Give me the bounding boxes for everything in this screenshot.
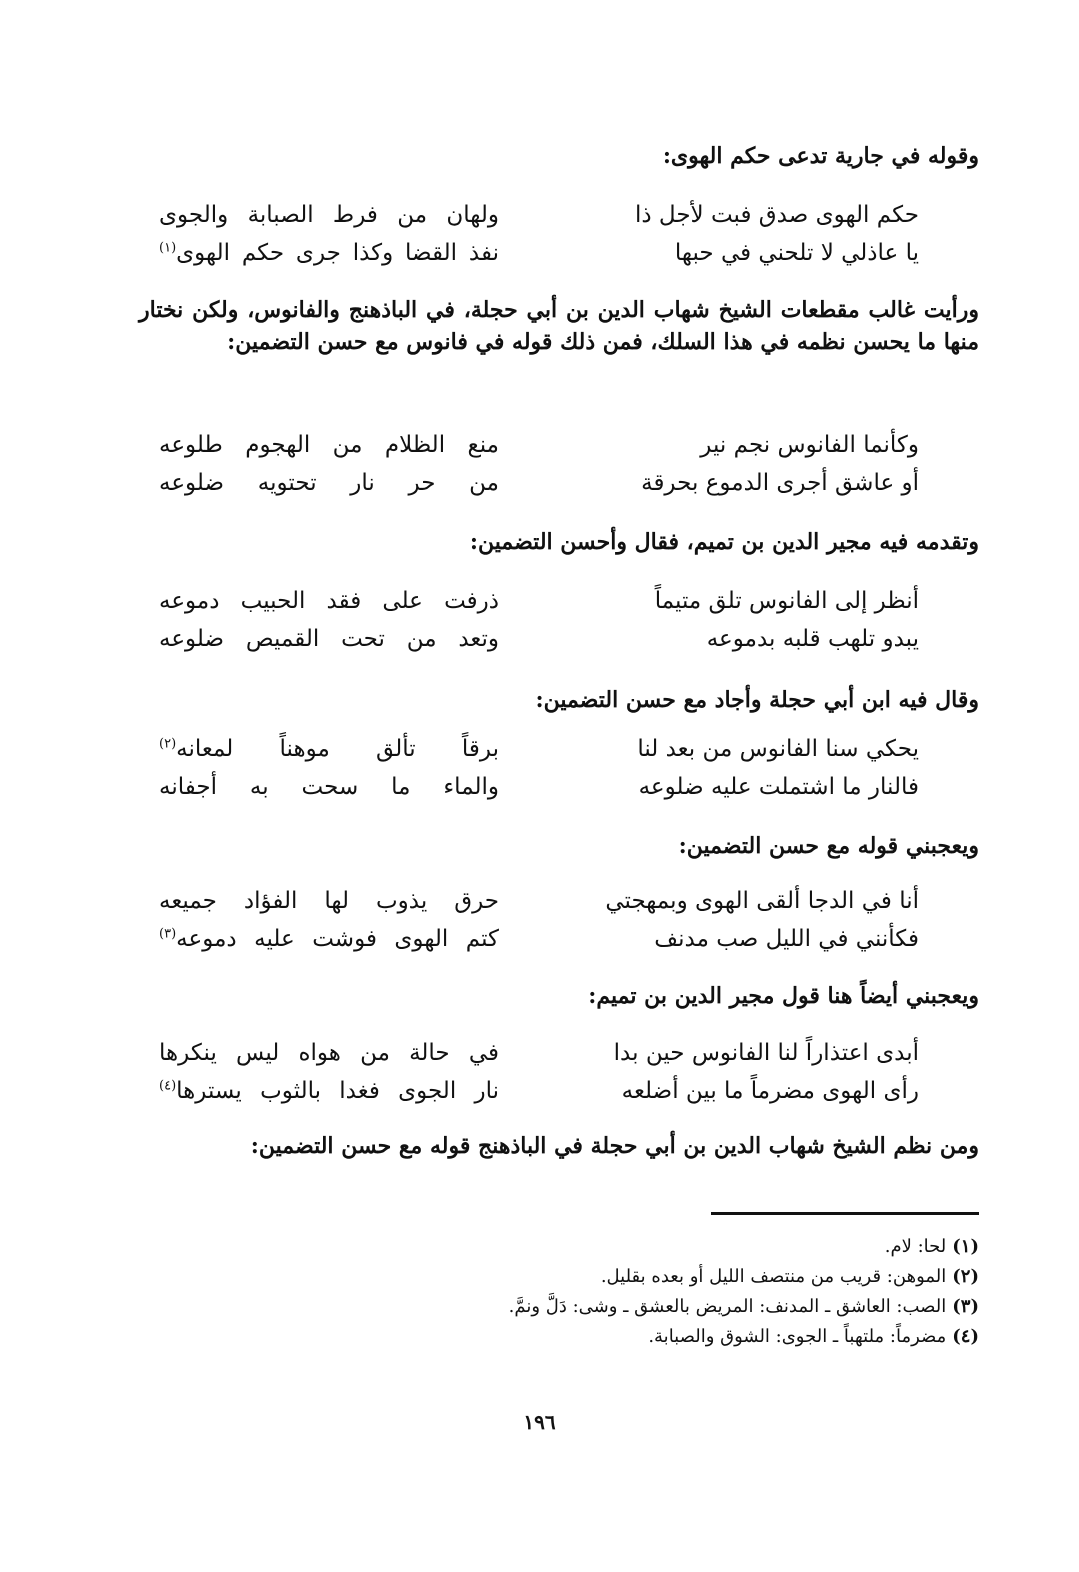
first-hemistich: يا عاذلي لا تلحني في حبها xyxy=(674,240,919,266)
first-hemistich: يبدو تلهب قلبه بدموعه xyxy=(706,626,919,652)
first-hemistich: يحكي سنا الفانوس من بعد لنا xyxy=(637,736,919,762)
footnote-divider xyxy=(711,1212,979,1215)
poem-4-verse-2 xyxy=(159,768,919,806)
poem-2 xyxy=(159,426,919,502)
footnote-marker-3: (٣) xyxy=(159,926,177,942)
poem-1-verse-1 xyxy=(159,196,919,234)
poem-6-verse-2 xyxy=(159,1072,919,1110)
poem-3-verse-2 xyxy=(159,620,919,658)
poem-4 xyxy=(159,730,919,806)
first-hemistich: وكأنما الفانوس نجم نير xyxy=(700,432,919,458)
poem-1 xyxy=(159,196,919,272)
poem-4-verse-1 xyxy=(159,730,919,768)
footnote-number: (٤) xyxy=(952,1326,979,1347)
second-hemistich-wrap xyxy=(159,234,499,272)
poem-2-verse-1 xyxy=(159,426,919,464)
intro-line-6: ويعجبني أيضاً هنا قول مجير الدين بن تميم: xyxy=(588,983,979,1009)
poem-5-verse-1 xyxy=(159,882,919,920)
page-number: ١٩٦ xyxy=(523,1410,556,1434)
footnote-marker-2: (٢) xyxy=(159,736,177,752)
footnotes-list xyxy=(139,1232,979,1352)
second-hemistich: ذرفت على فقد الحبيب دموعه xyxy=(159,588,499,614)
poem-3-verse-1 xyxy=(159,582,919,620)
intro-line-7: ومن نظم الشيخ شهاب الدين بن أبي حجلة في الباذهنج قوله مع حسن التضمين: xyxy=(250,1133,979,1159)
second-hemistich: حرق يذوب لها الفؤاد جميعه xyxy=(159,888,499,914)
first-hemistich: أبدى اعتذاراً لنا الفانوس حين بدا xyxy=(613,1040,919,1066)
second-hemistich-wrap xyxy=(159,730,499,768)
first-hemistich: حكم الهوى صدق فبت لأجل ذا xyxy=(634,202,919,228)
second-hemistich: والماء ما سحت به أجفانه xyxy=(159,774,499,800)
footnote-text: الموهن: قريب من منتصف الليل أو بعده بقليل. xyxy=(600,1266,947,1287)
second-hemistich: نار الجوى فغدا بالثوب يسترها xyxy=(176,1078,499,1104)
first-hemistich: أو عاشق أجرى الدموع بحرقة xyxy=(641,470,919,496)
footnote-item xyxy=(139,1322,979,1352)
poem-6-verse-1 xyxy=(159,1034,919,1072)
second-hemistich: منع الظلام من الهجوم طلوعه xyxy=(159,432,499,458)
footnote-number: (٢) xyxy=(952,1266,979,1287)
second-hemistich: كتم الهوى فوشت عليه دموعه xyxy=(176,926,499,952)
first-hemistich: فكأنني في الليل صب مدنف xyxy=(654,926,919,952)
first-hemistich: أنظر إلى الفانوس تلق متيماً xyxy=(654,588,919,614)
poem-1-verse-2 xyxy=(159,234,919,272)
intro-line-4: وقال فيه ابن أبي حجلة وأجاد مع حسن التضمين: xyxy=(535,687,979,713)
poem-5-verse-2 xyxy=(159,920,919,958)
footnote-text: لحا: لام. xyxy=(884,1236,947,1257)
footnote-text: مضرماً: ملتهباً ـ الجوى: الشوق والصبابة. xyxy=(648,1326,947,1347)
poem-6 xyxy=(159,1034,919,1110)
footnote-number: (١) xyxy=(952,1236,979,1257)
second-hemistich: في حالة من هواه ليس ينكرها xyxy=(159,1040,499,1066)
intro-line-3: وتقدمه فيه مجير الدين بن تميم، فقال وأحسن التضمين: xyxy=(469,529,979,555)
footnote-number: (٣) xyxy=(952,1296,979,1317)
footnote-marker-1: (١) xyxy=(159,240,177,256)
intro-line-5: ويعجبني قوله مع حسن التضمين: xyxy=(678,833,979,859)
footnote-text: الصب: العاشق ـ المدنف: المريض بالعشق ـ وشى: دَلَّ ونمَّ. xyxy=(508,1296,947,1317)
second-hemistich-wrap xyxy=(159,1072,499,1110)
second-hemistich: من حر نار تحتويه ضلوعه xyxy=(159,470,499,496)
poem-5 xyxy=(159,882,919,958)
footnote-item xyxy=(139,1262,979,1292)
poem-3 xyxy=(159,582,919,658)
footnote-marker-4: (٤) xyxy=(159,1078,177,1094)
second-hemistich: وتعد من تحت القميص ضلوعه xyxy=(159,626,499,652)
second-hemistich: ولهان من فرط الصبابة والجوى xyxy=(159,202,499,228)
footnote-item xyxy=(139,1292,979,1322)
footnote-item xyxy=(139,1232,979,1262)
poem-2-verse-2 xyxy=(159,464,919,502)
first-hemistich: فالنار ما اشتملت عليه ضلوعه xyxy=(638,774,919,800)
paragraph-2: ورأيت غالب مقطعات الشيخ شهاب الدين بن أبي حجلة، في الباذهنج والفانوس، ولكن نختار منها ما يحسن نظمه في هذا السلك، فمن ذلك قوله في فانوس مع حسن التضمين: xyxy=(139,297,979,355)
first-hemistich: أنا في الدجا ألقى الهوى وبمهجتي xyxy=(605,888,919,914)
first-hemistich: رأى الهوى مضرماً ما بين أضلعه xyxy=(621,1078,919,1104)
second-hemistich: برقاً تألق موهناً لمعانه xyxy=(176,736,499,762)
second-hemistich-wrap xyxy=(159,920,499,958)
second-hemistich: نفذ القضا وكذا جرى حكم الهوى xyxy=(176,240,499,266)
intro-line-1: وقوله في جارية تدعى حكم الهوى: xyxy=(662,143,979,169)
